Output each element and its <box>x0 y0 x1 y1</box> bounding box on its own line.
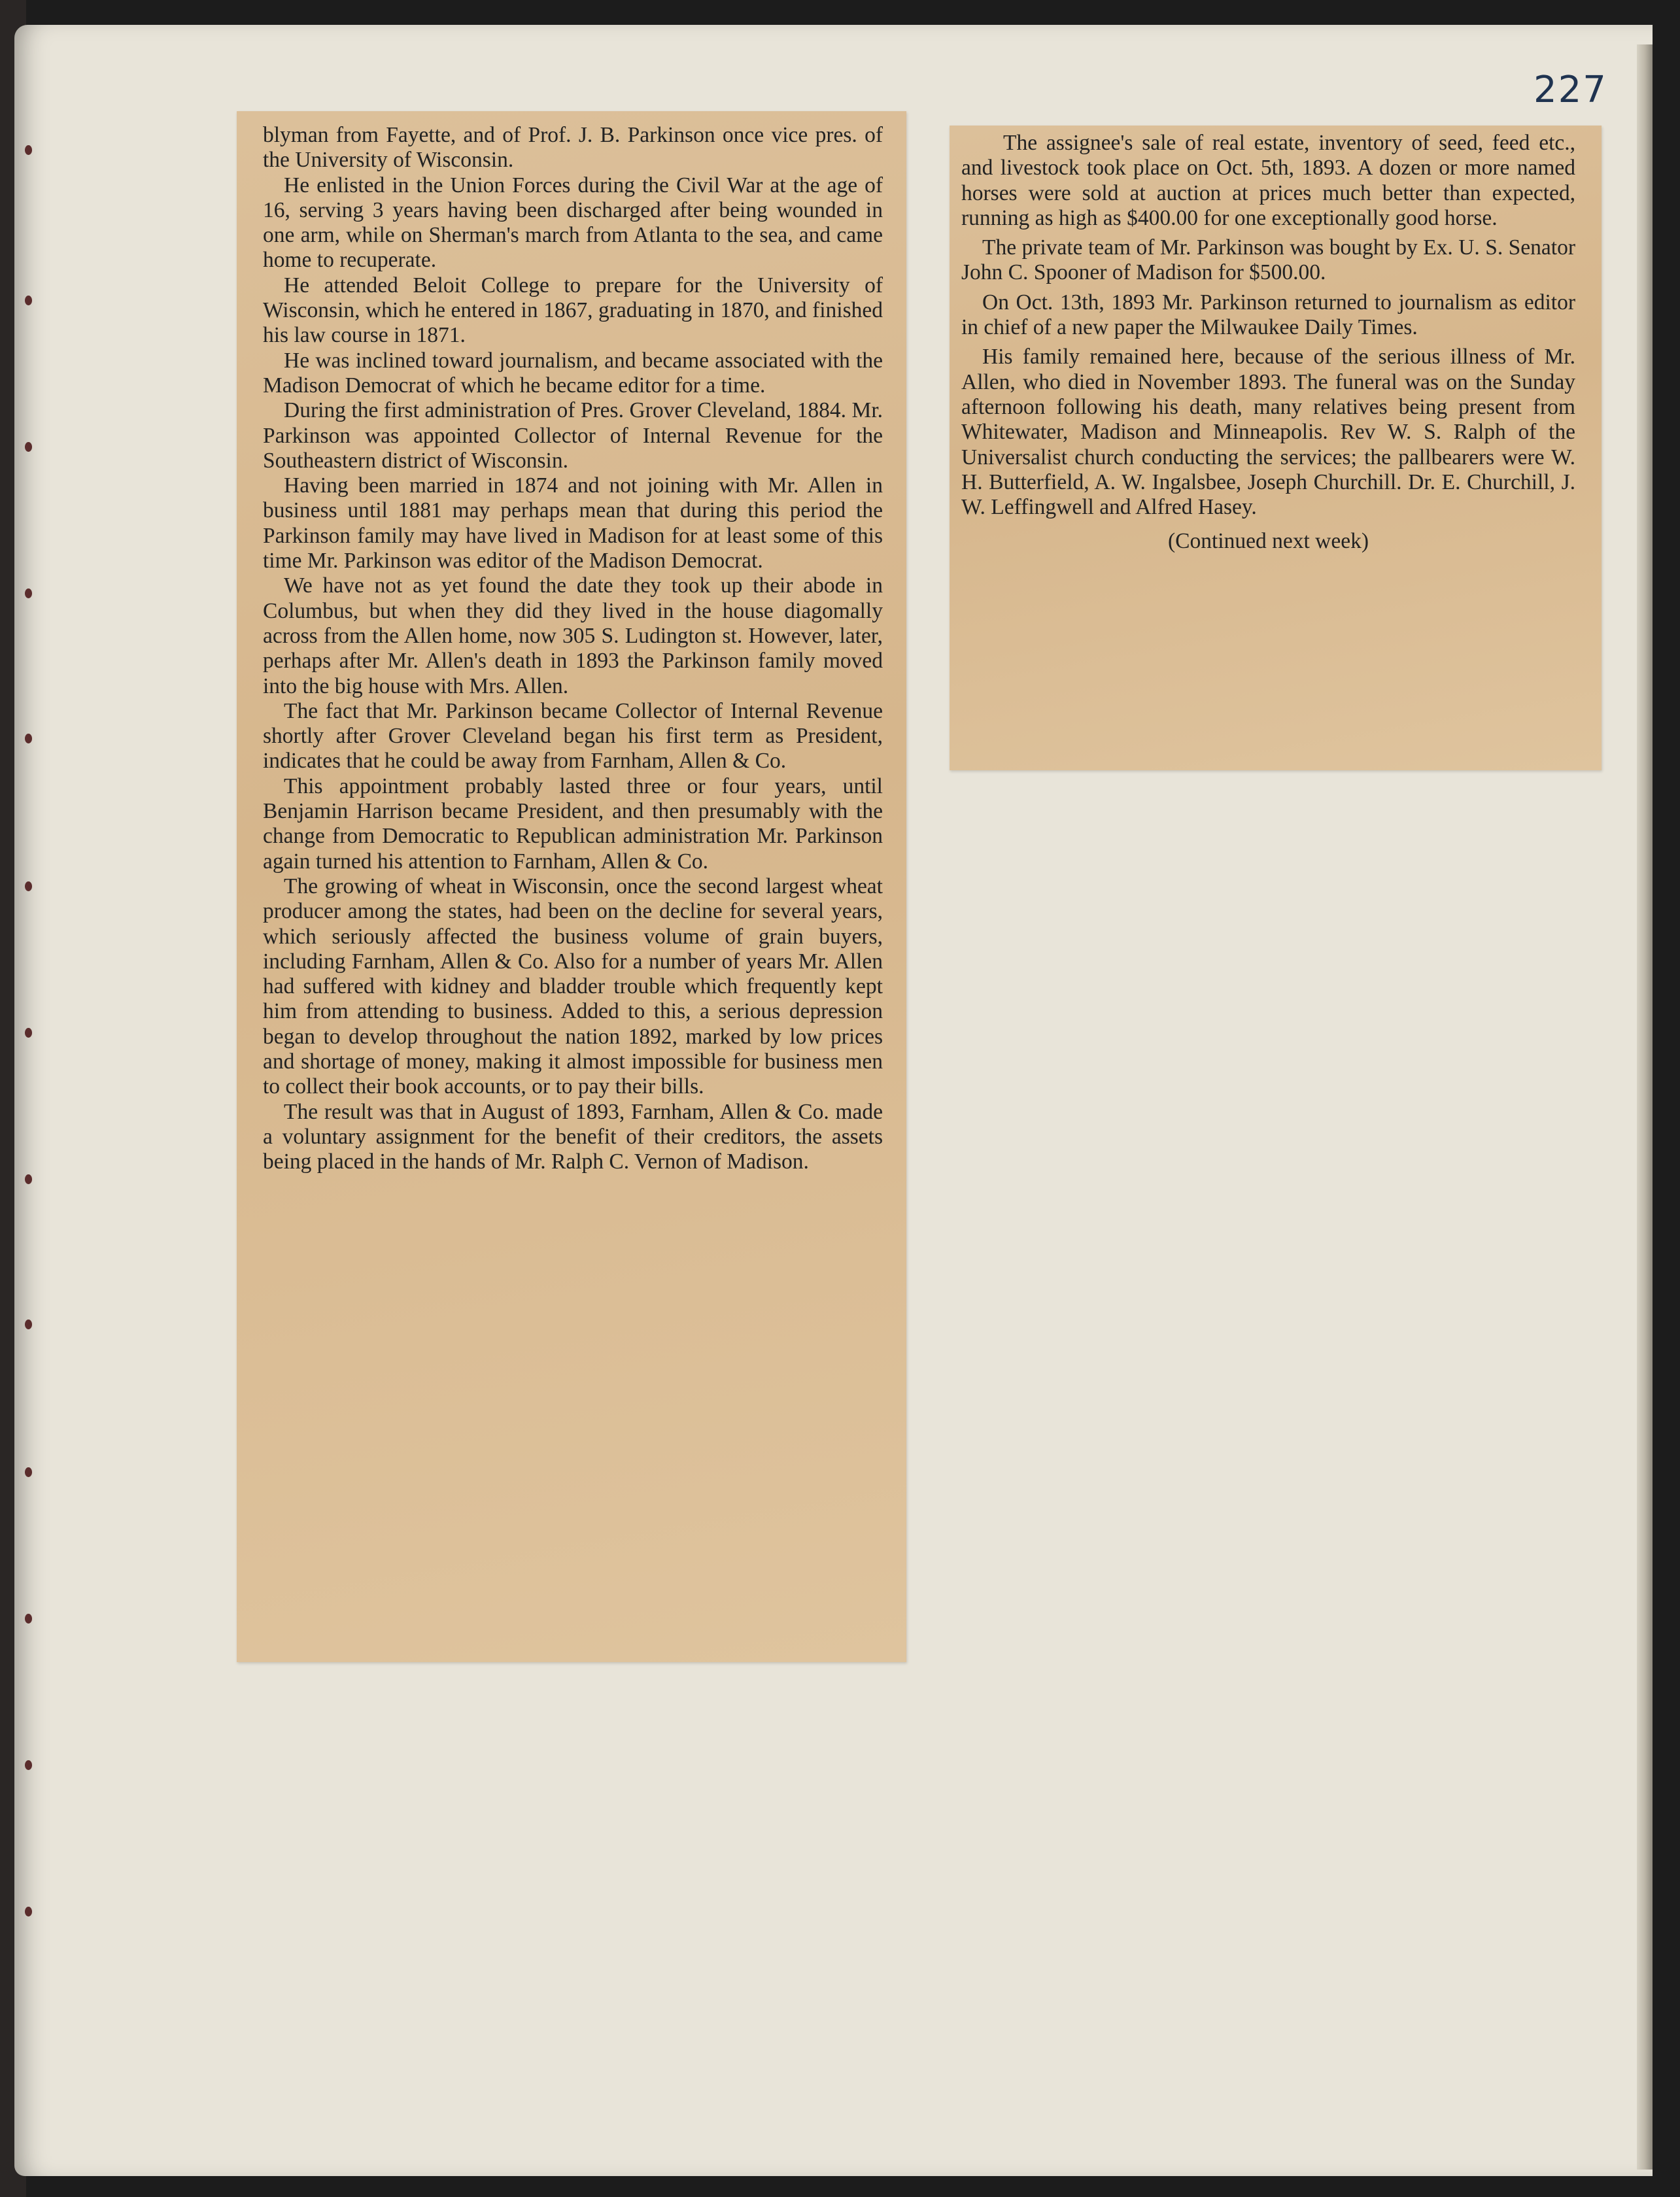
clipping-paragraph: The assignee's sale of real estate, inventory of seed, feed etc., and livestock took place on Oct. 5th, 1893. A dozen or more named horses were sold at auction at prices much better than expected, running as high as $400.00 for one exceptionally good horse. <box>961 131 1575 230</box>
binding-hole <box>25 1907 32 1916</box>
clipping-paragraph: Having been married in 1874 and not joining with Mr. Allen in business until 1881 may perhaps mean that during this period the Parkinson family may have lived in Madison for at least some of this time Mr. Parkinson was editor of the Madison Democrat. <box>263 473 883 573</box>
clipping-paragraph: The fact that Mr. Parkinson became Collector of Internal Revenue shortly after Grover Cleveland began his first term as President, indicates that he could be away from Farnham, Allen & Co. <box>263 698 883 774</box>
binding-hole <box>25 442 32 452</box>
newspaper-clipping-left <box>237 111 906 1662</box>
newspaper-clipping-right <box>950 126 1602 770</box>
clipping-paragraph: The growing of wheat in Wisconsin, once the second largest wheat producer among the states, had been on the decline for several years, which seriously affected the business volume of grain buyers, including Farnham, Allen & Co. Also for a number of years Mr. Allen had suffered with kidney and bladder trouble which frequently kept him from attending to business. Added to this, a serious depression began to develop throughout the nation 1892, marked by low prices and shortage of money, making it almost impossible for business men to collect their book accounts, or to pay their bills. <box>263 874 883 1099</box>
clipping-paragraph: This appointment probably lasted three or four years, until Benjamin Harrison became President, and then presumably with the change from Democratic to Republican administration Mr. Parkinson again turned his attention to Farnham, Allen & Co. <box>263 774 883 874</box>
clipping-paragraph: On Oct. 13th, 1893 Mr. Parkinson returned to journalism as editor in chief of a new paper the Milwaukee Daily Times. <box>961 290 1575 340</box>
binding-hole <box>25 1174 32 1184</box>
binding-hole <box>25 734 32 743</box>
clipping-paragraph: The private team of Mr. Parkinson was bought by Ex. U. S. Senator John C. Spooner of Madison for $500.00. <box>961 235 1575 285</box>
binding-hole <box>25 588 32 598</box>
clipping-paragraph: During the first administration of Pres. Grover Cleveland, 1884. Mr. Parkinson was appointed Collector of Internal Revenue for the Southeastern district of Wisconsin. <box>263 398 883 473</box>
binding-hole <box>25 1028 32 1038</box>
clipping-paragraph: His family remained here, because of the serious illness of Mr. Allen, who died in November 1893. The funeral was on the Sunday afternoon following his death, many relatives being present from Whitewater, Madison and Minneapolis. Rev W. S. Ralph of the Universalist church conducting the services; the pallbearers were W. H. Butterfield, A. W. Ingalsbee, Joseph Churchill. Dr. E. Churchill, J. W. Leffingwell and Alfred Hasey. <box>961 345 1575 520</box>
clipping-paragraph: The result was that in August of 1893, Farnham, Allen & Co. made a voluntary assignment for the benefit of their creditors, the assets being placed in the hands of Mr. Ralph C. Vernon of Madison. <box>263 1099 883 1174</box>
binding-hole <box>25 1320 32 1329</box>
binding-hole <box>25 1760 32 1770</box>
binding-hole <box>25 1614 32 1624</box>
page-edge <box>1637 44 1653 2170</box>
clipping-paragraph: We have not as yet found the date they took up their abode in Columbus, but when they did they lived in the house diagomally across from the Allen home, now 305 S. Ludington st. However, later, perhaps after Mr. Allen's death in 1893 the Parkinson family moved into the big house with Mrs. Allen. <box>263 573 883 698</box>
continued-note: (Continued next week) <box>1168 529 1369 554</box>
clipping-paragraph: He enlisted in the Union Forces during the Civil War at the age of 16, serving 3 years having been discharged after being wounded in one arm, while on Sherman's march from Atlanta to the sea, and came home to recuperate. <box>263 173 883 273</box>
binding-hole <box>25 145 32 155</box>
binding-hole <box>25 296 32 305</box>
clipping-paragraph: He attended Beloit College to prepare for the University of Wisconsin, which he entered in 1867, graduating in 1870, and finished his law course in 1871. <box>263 273 883 348</box>
binding-hole <box>25 1467 32 1477</box>
clipping-paragraph: He was inclined toward journalism, and became associated with the Madison Democrat of which he became editor for a time. <box>263 348 883 398</box>
binding-hole <box>25 881 32 891</box>
clipping-paragraph: blyman from Fayette, and of Prof. J. B. Parkinson once vice pres. of the University of Wisconsin. <box>263 123 883 173</box>
page-number: 227 <box>1534 69 1607 111</box>
